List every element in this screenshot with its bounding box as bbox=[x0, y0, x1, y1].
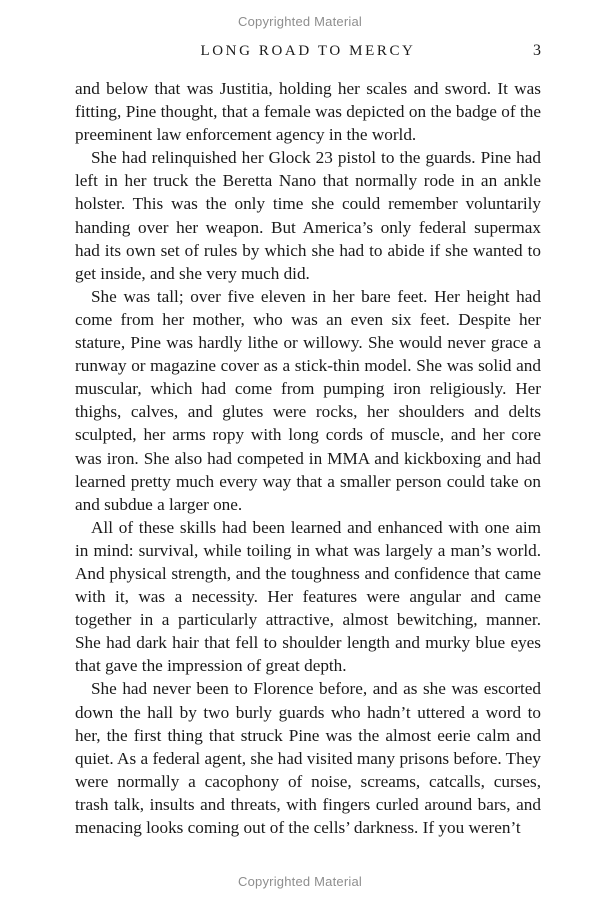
paragraph-2: She had relinquished her Glock 23 pistol to the guards. Pine had left in her truck the Beretta Nano that normally rode in an ankle holster. This was the only time she could remember voluntarily handing over her weapon. But America’s only federal supermax had its own set of rules by which she had to abide if she wanted to get inside, and she very much did. bbox=[75, 148, 541, 283]
body-text bbox=[75, 77, 541, 839]
paragraph-1: and below that was Justitia, holding her scales and sword. It was fitting, Pine thought, that a female was depicted on the badge of the preeminent law enforcement agency in the world. bbox=[75, 79, 541, 145]
paragraph-3: She was tall; over five eleven in her bare feet. Her height had come from her mother, who was an even six feet. Despite her stature, Pine was hardly lithe or willowy. She would never grace a runway or magazine cover as a stick-thin model. She was solid and muscular, which had come from pumping iron religiously. Her thighs, calves, and glutes were rocks, her shoulders and delts sculpted, her arms ropy with long cords of muscle, and her core was iron. She also had competed in MMA and kickboxing and had learned pretty much every way that a smaller person could take on and subdue a larger one. bbox=[75, 286, 541, 514]
running-header bbox=[75, 40, 541, 62]
running-title: LONG ROAD TO MERCY bbox=[200, 43, 416, 59]
page-number: 3 bbox=[533, 42, 541, 59]
paragraph-5: She had never been to Florence before, and as she was escorted down the hall by two burly guards who hadn’t uttered a word to her, the first thing that struck Pine was the almost eerie calm and quiet. As a federal agent, she had visited many prisons before. They were normally a cacophony of noise, screams, catcalls, curses, trash talk, insults and threats, with fingers curled around bars, and menacing looks coming out of the cells’ darkness. If you weren’t bbox=[75, 679, 541, 837]
copyright-watermark-top: Copyrighted Material bbox=[238, 14, 362, 29]
paragraph-4: All of these skills had been learned and enhanced with one aim in mind: survival, while toiling in what was largely a man’s world. And physical strength, and the toughness and confidence that came with it, was a necessity. Her features were angular and came together in a particularly attractive, almost bewitching, manner. She had dark hair that fell to shoulder length and murky blue eyes that gave the impression of great depth. bbox=[75, 517, 541, 676]
copyright-watermark-bottom: Copyrighted Material bbox=[238, 874, 362, 889]
